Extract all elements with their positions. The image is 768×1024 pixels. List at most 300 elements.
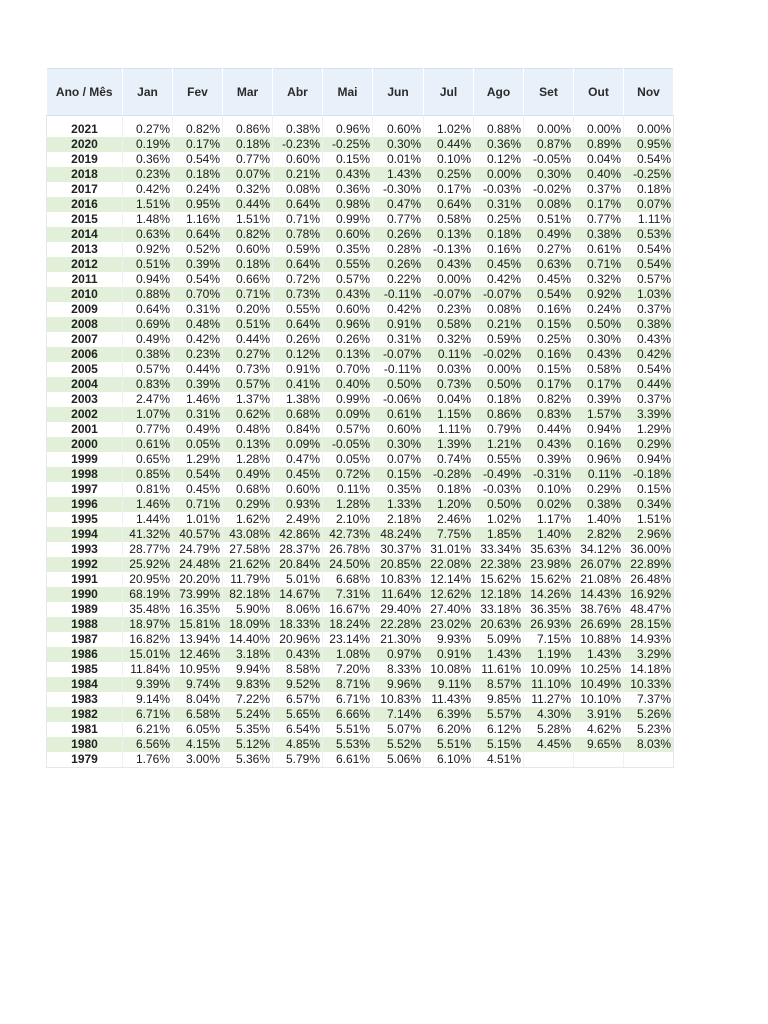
value-cell: 0.15% <box>323 152 373 167</box>
value-cell: 20.95% <box>123 572 173 587</box>
year-cell: 2021 <box>47 122 123 137</box>
value-cell: 0.04% <box>424 392 474 407</box>
table-row <box>47 527 674 542</box>
value-cell: 0.45% <box>474 257 524 272</box>
value-cell: 10.09% <box>524 662 574 677</box>
value-cell: 0.35% <box>323 242 373 257</box>
value-cell: 0.94% <box>574 422 624 437</box>
value-cell: 0.00% <box>624 122 674 137</box>
value-cell: 5.12% <box>223 737 273 752</box>
value-cell: 14.93% <box>624 632 674 647</box>
value-cell: 0.29% <box>574 482 624 497</box>
table-row <box>47 602 674 617</box>
value-cell: 0.55% <box>323 257 373 272</box>
value-cell: 0.11% <box>323 482 373 497</box>
value-cell: 8.33% <box>373 662 424 677</box>
value-cell: 0.77% <box>373 212 424 227</box>
value-cell: 21.30% <box>373 632 424 647</box>
value-cell: 0.43% <box>524 437 574 452</box>
table-row <box>47 632 674 647</box>
value-cell: 0.01% <box>373 152 424 167</box>
value-cell: 0.58% <box>424 212 474 227</box>
table-row <box>47 752 674 768</box>
value-cell: 0.26% <box>373 227 424 242</box>
value-cell: 1.28% <box>323 497 373 512</box>
value-cell: 11.61% <box>474 662 524 677</box>
value-cell: 1.43% <box>373 167 424 182</box>
value-cell: 4.30% <box>524 707 574 722</box>
value-cell: 0.72% <box>323 467 373 482</box>
value-cell: 0.43% <box>323 167 373 182</box>
value-cell: 2.10% <box>323 512 373 527</box>
value-cell: 1.48% <box>123 212 173 227</box>
value-cell: 12.62% <box>424 587 474 602</box>
value-cell: 26.07% <box>574 557 624 572</box>
year-cell: 2012 <box>47 257 123 272</box>
value-cell <box>574 752 624 768</box>
value-cell: 0.13% <box>323 347 373 362</box>
value-cell: 0.31% <box>474 197 524 212</box>
year-cell: 2010 <box>47 287 123 302</box>
value-cell: 0.23% <box>173 347 223 362</box>
year-cell: 2020 <box>47 137 123 152</box>
value-cell: 0.42% <box>474 272 524 287</box>
value-cell: 6.56% <box>123 737 173 752</box>
value-cell: 0.07% <box>223 167 273 182</box>
value-cell: 0.47% <box>273 452 323 467</box>
table-row <box>47 617 674 632</box>
value-cell: 12.46% <box>173 647 223 662</box>
value-cell: 0.07% <box>373 452 424 467</box>
table-row <box>47 482 674 497</box>
value-cell: 5.01% <box>273 572 323 587</box>
value-cell: 10.08% <box>424 662 474 677</box>
value-cell: 1.51% <box>123 197 173 212</box>
table-row <box>47 287 674 302</box>
table-row <box>47 737 674 752</box>
value-cell: 0.24% <box>173 182 223 197</box>
value-cell: 0.45% <box>173 482 223 497</box>
value-cell: 8.03% <box>624 737 674 752</box>
value-cell: 36.35% <box>524 602 574 617</box>
value-cell: 0.71% <box>574 257 624 272</box>
value-cell: 1.19% <box>524 647 574 662</box>
value-cell: 0.39% <box>173 377 223 392</box>
value-cell: 6.57% <box>273 692 323 707</box>
value-cell: 0.15% <box>524 362 574 377</box>
year-cell: 2018 <box>47 167 123 182</box>
table-row <box>47 662 674 677</box>
value-cell: 0.73% <box>273 287 323 302</box>
value-cell: -0.03% <box>474 182 524 197</box>
value-cell: -0.02% <box>524 182 574 197</box>
value-cell: 15.81% <box>173 617 223 632</box>
value-cell: 12.14% <box>424 572 474 587</box>
value-cell: -0.07% <box>373 347 424 362</box>
value-cell: -0.11% <box>373 362 424 377</box>
value-cell: 0.21% <box>474 317 524 332</box>
value-cell: 0.54% <box>173 152 223 167</box>
value-cell <box>524 752 574 768</box>
value-cell: 16.67% <box>323 602 373 617</box>
value-cell: 0.92% <box>574 287 624 302</box>
year-cell: 2006 <box>47 347 123 362</box>
value-cell: 0.08% <box>524 197 574 212</box>
value-cell: 0.10% <box>424 152 474 167</box>
value-cell: 12.18% <box>474 587 524 602</box>
value-cell: 0.50% <box>474 377 524 392</box>
value-cell: 0.39% <box>173 257 223 272</box>
year-cell: 2005 <box>47 362 123 377</box>
value-cell: 0.32% <box>424 332 474 347</box>
table-row <box>47 152 674 167</box>
value-cell: 24.48% <box>173 557 223 572</box>
value-cell: 0.00% <box>574 122 624 137</box>
value-cell: 0.25% <box>474 212 524 227</box>
value-cell: 4.62% <box>574 722 624 737</box>
table-row <box>47 467 674 482</box>
year-cell: 1998 <box>47 467 123 482</box>
value-cell: 0.65% <box>123 452 173 467</box>
value-cell: 18.24% <box>323 617 373 632</box>
value-cell: 0.58% <box>424 317 474 332</box>
value-cell: 0.63% <box>123 227 173 242</box>
value-cell: 0.96% <box>323 317 373 332</box>
value-cell: 0.43% <box>273 647 323 662</box>
year-cell: 2009 <box>47 302 123 317</box>
year-cell: 1987 <box>47 632 123 647</box>
value-cell: 2.46% <box>424 512 474 527</box>
value-cell: 0.17% <box>574 377 624 392</box>
column-header-month: Out <box>574 69 624 116</box>
value-cell: 22.89% <box>624 557 674 572</box>
table-row <box>47 332 674 347</box>
year-cell: 1984 <box>47 677 123 692</box>
value-cell: 0.18% <box>424 482 474 497</box>
value-cell: 7.37% <box>624 692 674 707</box>
value-cell: 1.01% <box>173 512 223 527</box>
value-cell: 0.31% <box>373 332 424 347</box>
year-cell: 1992 <box>47 557 123 572</box>
value-cell: 0.88% <box>123 287 173 302</box>
value-cell: 0.30% <box>373 437 424 452</box>
column-header-month: Jan <box>123 69 173 116</box>
table-row <box>47 707 674 722</box>
value-cell: 0.60% <box>373 122 424 137</box>
value-cell: 3.29% <box>624 647 674 662</box>
year-cell: 1988 <box>47 617 123 632</box>
value-cell: 0.24% <box>574 302 624 317</box>
year-cell: 1990 <box>47 587 123 602</box>
value-cell: 3.39% <box>624 407 674 422</box>
value-cell: 5.51% <box>323 722 373 737</box>
value-cell: 14.18% <box>624 662 674 677</box>
value-cell: 35.63% <box>524 542 574 557</box>
value-cell: 11.27% <box>524 692 574 707</box>
value-cell: 0.00% <box>424 272 474 287</box>
value-cell: 18.09% <box>223 617 273 632</box>
value-cell: 0.27% <box>524 242 574 257</box>
value-cell: 0.86% <box>223 122 273 137</box>
value-cell: 0.60% <box>223 242 273 257</box>
value-cell: 1.46% <box>123 497 173 512</box>
value-cell: 0.05% <box>173 437 223 452</box>
value-cell: 0.44% <box>424 137 474 152</box>
value-cell: 0.51% <box>123 257 173 272</box>
value-cell: 0.48% <box>223 422 273 437</box>
value-cell: 16.35% <box>173 602 223 617</box>
table-row <box>47 452 674 467</box>
value-cell: 9.85% <box>474 692 524 707</box>
value-cell: 2.18% <box>373 512 424 527</box>
value-cell: 1.43% <box>574 647 624 662</box>
value-cell: 1.08% <box>323 647 373 662</box>
value-cell: -0.18% <box>624 467 674 482</box>
value-cell: 0.66% <box>223 272 273 287</box>
value-cell: 0.61% <box>574 242 624 257</box>
year-cell: 1996 <box>47 497 123 512</box>
value-cell: 1.17% <box>524 512 574 527</box>
table-row <box>47 422 674 437</box>
value-cell: 1.51% <box>624 512 674 527</box>
value-cell: 0.71% <box>173 497 223 512</box>
value-cell: 5.51% <box>424 737 474 752</box>
value-cell: 0.83% <box>524 407 574 422</box>
value-cell: 0.43% <box>323 287 373 302</box>
value-cell: -0.07% <box>424 287 474 302</box>
value-cell: 1.62% <box>223 512 273 527</box>
value-cell: 26.93% <box>524 617 574 632</box>
year-cell: 1981 <box>47 722 123 737</box>
value-cell: 2.96% <box>624 527 674 542</box>
value-cell: 0.15% <box>373 467 424 482</box>
value-cell: 0.54% <box>624 362 674 377</box>
value-cell: 5.57% <box>474 707 524 722</box>
value-cell: 35.48% <box>123 602 173 617</box>
value-cell: 0.44% <box>524 422 574 437</box>
table-row <box>47 272 674 287</box>
value-cell: 0.74% <box>424 452 474 467</box>
value-cell: -0.25% <box>323 137 373 152</box>
value-cell: 0.13% <box>424 227 474 242</box>
column-header-month: Nov <box>624 69 674 116</box>
value-cell: 0.54% <box>173 467 223 482</box>
value-cell: 0.91% <box>273 362 323 377</box>
value-cell: 9.74% <box>173 677 223 692</box>
value-cell: -0.05% <box>323 437 373 452</box>
value-cell: 0.50% <box>474 497 524 512</box>
value-cell: 0.49% <box>173 422 223 437</box>
value-cell: 42.73% <box>323 527 373 542</box>
value-cell: -0.30% <box>373 182 424 197</box>
value-cell: 48.47% <box>624 602 674 617</box>
value-cell: 0.96% <box>323 122 373 137</box>
value-cell: 0.23% <box>424 302 474 317</box>
value-cell: 0.16% <box>524 302 574 317</box>
value-cell: 0.05% <box>323 452 373 467</box>
table-row <box>47 302 674 317</box>
value-cell: 40.57% <box>173 527 223 542</box>
value-cell: 0.69% <box>123 317 173 332</box>
value-cell: 0.81% <box>123 482 173 497</box>
year-cell: 1991 <box>47 572 123 587</box>
value-cell: 11.43% <box>424 692 474 707</box>
year-cell: 1995 <box>47 512 123 527</box>
value-cell: 28.15% <box>624 617 674 632</box>
value-cell: 0.60% <box>323 227 373 242</box>
value-cell: 5.23% <box>624 722 674 737</box>
value-cell: 0.51% <box>524 212 574 227</box>
value-cell: 10.95% <box>173 662 223 677</box>
year-cell: 1989 <box>47 602 123 617</box>
value-cell: -0.25% <box>624 167 674 182</box>
value-cell: 5.52% <box>373 737 424 752</box>
value-cell: 14.43% <box>574 587 624 602</box>
value-cell: 24.79% <box>173 542 223 557</box>
value-cell: 7.15% <box>524 632 574 647</box>
value-cell: 0.91% <box>424 647 474 662</box>
value-cell: 0.70% <box>323 362 373 377</box>
value-cell: 1.16% <box>173 212 223 227</box>
value-cell: 10.83% <box>373 572 424 587</box>
value-cell: 9.96% <box>373 677 424 692</box>
value-cell: 0.97% <box>373 647 424 662</box>
value-cell: 0.22% <box>373 272 424 287</box>
value-cell: 0.37% <box>624 302 674 317</box>
value-cell: 16.92% <box>624 587 674 602</box>
value-cell: 18.33% <box>273 617 323 632</box>
column-header-month: Ago <box>474 69 524 116</box>
value-cell: -0.05% <box>524 152 574 167</box>
value-cell: 28.37% <box>273 542 323 557</box>
value-cell: 0.39% <box>574 392 624 407</box>
value-cell: 0.18% <box>223 137 273 152</box>
value-cell: 0.72% <box>273 272 323 287</box>
value-cell: 2.49% <box>273 512 323 527</box>
value-cell: 3.91% <box>574 707 624 722</box>
value-cell: 0.93% <box>273 497 323 512</box>
value-cell: 6.39% <box>424 707 474 722</box>
value-cell: 0.18% <box>173 167 223 182</box>
value-cell: 1.57% <box>574 407 624 422</box>
year-cell: 2017 <box>47 182 123 197</box>
value-cell: 1.51% <box>223 212 273 227</box>
value-cell: 0.78% <box>273 227 323 242</box>
value-cell: 48.24% <box>373 527 424 542</box>
value-cell: 0.08% <box>273 182 323 197</box>
year-cell: 2007 <box>47 332 123 347</box>
table-row <box>47 362 674 377</box>
value-cell: 0.03% <box>424 362 474 377</box>
value-cell: 0.64% <box>123 302 173 317</box>
value-cell: 6.61% <box>323 752 373 768</box>
column-header-month: Mai <box>323 69 373 116</box>
value-cell: 0.29% <box>223 497 273 512</box>
value-cell: 0.96% <box>574 452 624 467</box>
value-cell: 27.58% <box>223 542 273 557</box>
value-cell: 1.15% <box>424 407 474 422</box>
value-cell: 0.43% <box>574 347 624 362</box>
column-header-month: Set <box>524 69 574 116</box>
value-cell: 24.50% <box>323 557 373 572</box>
value-cell: 0.07% <box>624 197 674 212</box>
value-cell: 0.26% <box>323 332 373 347</box>
value-cell: 1.11% <box>424 422 474 437</box>
value-cell: 0.68% <box>223 482 273 497</box>
value-cell: 0.54% <box>624 257 674 272</box>
value-cell: 27.40% <box>424 602 474 617</box>
value-cell: 0.59% <box>474 332 524 347</box>
value-cell: -0.02% <box>474 347 524 362</box>
value-cell: 0.44% <box>223 197 273 212</box>
value-cell: 0.83% <box>123 377 173 392</box>
value-cell: 6.68% <box>323 572 373 587</box>
value-cell: 0.26% <box>373 257 424 272</box>
value-cell: 0.64% <box>273 317 323 332</box>
value-cell: 0.40% <box>574 167 624 182</box>
value-cell: 0.25% <box>524 332 574 347</box>
column-header-month: Jun <box>373 69 424 116</box>
value-cell: 9.83% <box>223 677 273 692</box>
value-cell: 0.99% <box>323 212 373 227</box>
value-cell: 5.90% <box>223 602 273 617</box>
value-cell: 0.64% <box>424 197 474 212</box>
value-cell: 0.59% <box>273 242 323 257</box>
value-cell: 11.64% <box>373 587 424 602</box>
value-cell: 0.57% <box>624 272 674 287</box>
value-cell: 0.30% <box>574 332 624 347</box>
year-cell: 1997 <box>47 482 123 497</box>
value-cell: 0.12% <box>474 152 524 167</box>
value-cell: 0.61% <box>373 407 424 422</box>
value-cell: 0.38% <box>123 347 173 362</box>
year-cell: 1983 <box>47 692 123 707</box>
value-cell: 0.57% <box>323 272 373 287</box>
value-cell: 0.55% <box>474 452 524 467</box>
value-cell: 0.54% <box>624 152 674 167</box>
value-cell: 1.21% <box>474 437 524 452</box>
value-cell: 0.31% <box>173 407 223 422</box>
value-cell: 0.57% <box>223 377 273 392</box>
value-cell: 5.26% <box>624 707 674 722</box>
value-cell: 0.92% <box>123 242 173 257</box>
value-cell: 10.33% <box>624 677 674 692</box>
value-cell: 0.09% <box>273 437 323 452</box>
value-cell: 0.71% <box>223 287 273 302</box>
value-cell: 1.37% <box>223 392 273 407</box>
value-cell: 11.79% <box>223 572 273 587</box>
value-cell: 20.96% <box>273 632 323 647</box>
table-row <box>47 197 674 212</box>
value-cell: 6.71% <box>323 692 373 707</box>
value-cell: 0.19% <box>123 137 173 152</box>
value-cell: 1.02% <box>474 512 524 527</box>
table-row <box>47 692 674 707</box>
value-cell: 5.53% <box>323 737 373 752</box>
table-body <box>47 116 674 768</box>
value-cell: 0.00% <box>524 122 574 137</box>
value-cell: 0.17% <box>574 197 624 212</box>
table-row <box>47 227 674 242</box>
value-cell: 1.46% <box>173 392 223 407</box>
table-row <box>47 347 674 362</box>
value-cell: 0.10% <box>524 482 574 497</box>
value-cell: 20.63% <box>474 617 524 632</box>
value-cell: 0.30% <box>524 167 574 182</box>
value-cell: 21.08% <box>574 572 624 587</box>
year-cell: 2003 <box>47 392 123 407</box>
value-cell: 20.20% <box>173 572 223 587</box>
